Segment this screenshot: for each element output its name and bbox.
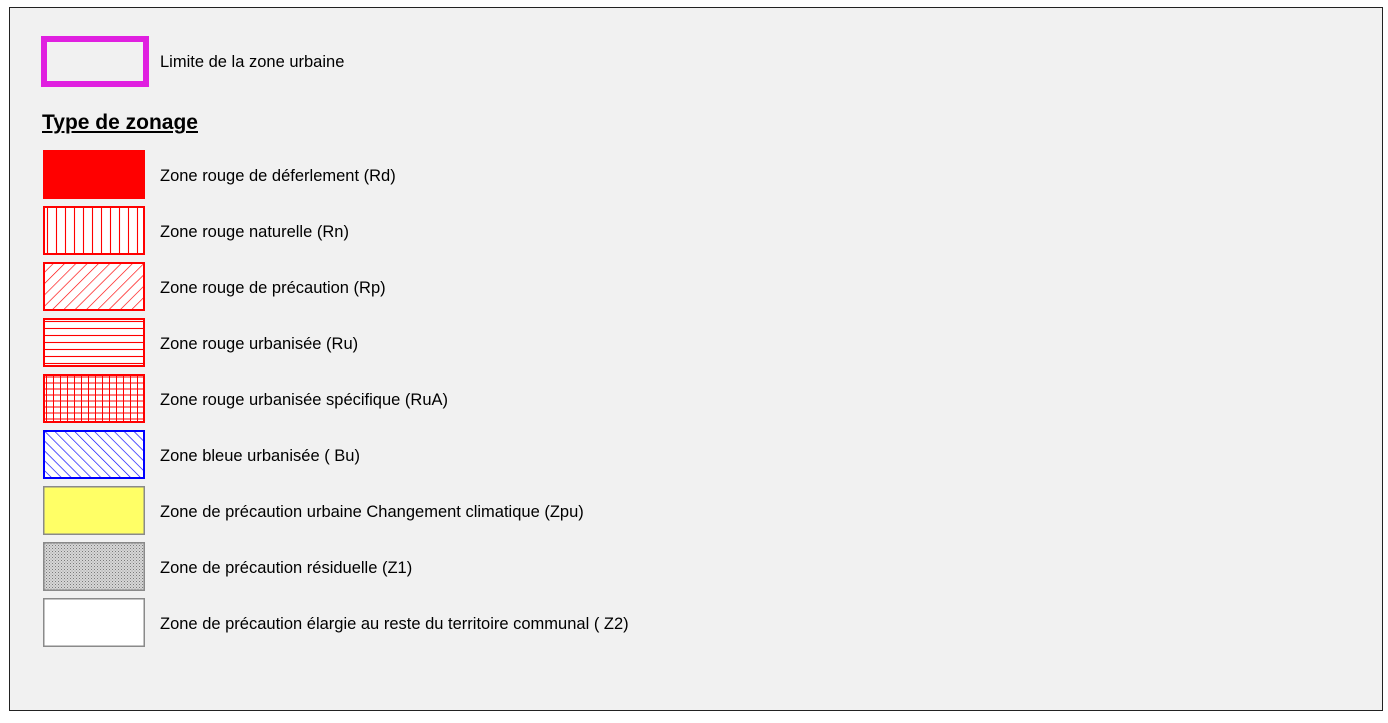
zone-z1-label: Zone de précaution résiduelle (Z1) [160, 559, 413, 577]
legend-panel [9, 7, 1383, 711]
zone-rua-label: Zone rouge urbanisée spécifique (RuA) [160, 391, 449, 409]
zone-bu-label: Zone bleue urbanisée ( Bu) [160, 447, 360, 465]
blank-white-swatch [43, 598, 145, 647]
solid-red-swatch [43, 150, 145, 199]
urban-limit-label: Limite de la zone urbaine [160, 53, 345, 71]
zone-z2-label: Zone de précaution élargie au reste du territoire communal ( Z2) [160, 615, 629, 633]
zone-rn-label: Zone rouge naturelle (Rn) [160, 223, 349, 241]
grid-red-swatch [43, 374, 145, 423]
zone-rp-label: Zone rouge de précaution (Rp) [160, 279, 386, 297]
zone-ru-label: Zone rouge urbanisée (Ru) [160, 335, 359, 353]
zone-rd-label: Zone rouge de déferlement (Rd) [160, 167, 396, 185]
vertical-lines-red-swatch [43, 206, 145, 255]
diagonal-lines-red-swatch [43, 262, 145, 311]
horizontal-lines-red-swatch [43, 318, 145, 367]
zoning-heading: Type de zonage [42, 111, 198, 134]
urban-limit-swatch [41, 36, 149, 87]
diagonal-lines-blue-swatch [43, 430, 145, 479]
solid-yellow-swatch [43, 486, 145, 535]
stipple-grey-swatch [43, 542, 145, 591]
zone-zpu-label: Zone de précaution urbaine Changement climatique (Zpu) [160, 503, 584, 521]
